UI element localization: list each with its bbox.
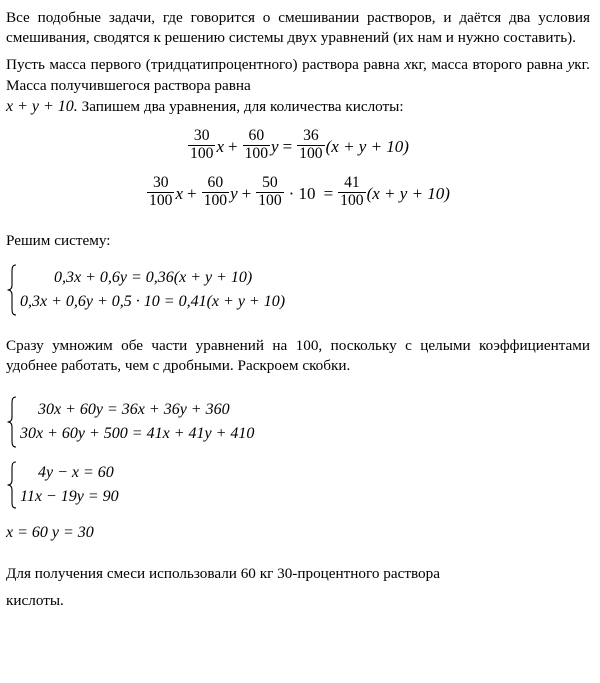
equation-2-plus-1: +	[187, 183, 197, 203]
system-1-equations	[20, 264, 285, 316]
spacer	[6, 584, 590, 591]
system-of-equations-3	[6, 461, 590, 509]
equation-2-plus-2: +	[241, 183, 252, 203]
spacer	[6, 509, 590, 522]
fraction-36-100	[297, 128, 324, 162]
spacer	[6, 251, 590, 264]
equation-2-y: y	[230, 183, 238, 203]
fraction-numerator: 30	[152, 174, 169, 192]
setup-line3-rest: Запишем два уравнения, для количества кислоты:	[77, 97, 404, 115]
equation-1-x: x	[216, 136, 224, 156]
system-2-line-2: 30x + 60y + 500 = 41x + 41y + 410	[20, 425, 255, 443]
fraction-numerator: 41	[344, 174, 360, 192]
system-1-line-1: 0,3x + 0,6y = 0,36(x + y + 10)	[54, 269, 253, 287]
equation-2	[6, 174, 590, 211]
setup-text-part2: кг, масса второго равна	[411, 56, 568, 74]
system-2-line-1: 30x + 60y = 36x + 36y + 360	[38, 401, 230, 419]
mass-expression: x + y + 10.	[6, 97, 78, 115]
equation-1	[6, 127, 590, 164]
equation-1-y: y	[271, 136, 279, 156]
fraction-denominator: 100	[299, 144, 323, 162]
fraction-numerator: 30	[193, 127, 210, 145]
spacer	[6, 164, 590, 177]
fraction-numerator: 36	[303, 127, 319, 145]
system-3-line-1: 4y − x = 60	[38, 464, 114, 482]
fraction-30-100	[188, 128, 215, 162]
system-2-equations	[20, 396, 254, 448]
fraction-denominator: 100	[340, 191, 364, 209]
setup-text-part3: кг. Масса получившегося раствора равна	[6, 56, 590, 94]
equation-2-multiplier: · 10	[288, 183, 316, 203]
equation-2-equals: =	[323, 183, 334, 203]
fraction-30-100	[147, 175, 174, 209]
system-of-equations-1	[6, 264, 590, 316]
brace-icon	[6, 396, 18, 448]
fraction-denominator: 100	[203, 191, 228, 209]
system-of-equations-2	[6, 396, 590, 448]
fraction-numerator: 60	[207, 174, 224, 192]
paragraph-conclusion: Для получения смеси использовали 60 кг 30-процентного раствора	[6, 564, 440, 582]
fraction-denominator: 100	[258, 191, 282, 209]
variable-x: x	[404, 56, 412, 74]
spacer	[6, 544, 590, 564]
equation-1-equals: =	[282, 136, 293, 156]
fraction-denominator: 100	[149, 191, 173, 209]
system-1-line-2: 0,3x + 0,6y + 0,5 · 10 = 0,41(x + y + 10)	[20, 293, 286, 311]
equation-1-rhs: (x + y + 10)	[325, 136, 409, 156]
fraction-denominator: 100	[190, 144, 214, 162]
setup-text-part1: Пусть масса первого (тридцатипроцентного) раствора равна	[6, 56, 405, 74]
fraction-numerator: 60	[248, 127, 265, 145]
equation-2-rhs: (x + y + 10)	[366, 183, 450, 203]
brace-icon	[6, 461, 18, 509]
spacer	[6, 316, 590, 336]
fraction-60-100	[202, 175, 229, 209]
brace-icon	[6, 264, 18, 316]
paragraph-solve-system: Решим систему:	[6, 231, 111, 249]
spacer	[6, 211, 590, 231]
equation-2-x: x	[175, 183, 184, 203]
equation-1-plus: +	[228, 136, 238, 156]
spacer	[6, 448, 590, 461]
fraction-60-100	[243, 128, 270, 162]
paragraph-setup	[6, 55, 590, 95]
fraction-50-100	[256, 175, 283, 209]
paragraph-multiply-by-100: Сразу умножим обе части уравнений на 100, поскольку с целыми коэффициентами удобнее работать, чем с дробными. Раскроем скобки.	[6, 337, 590, 375]
solution-values: x = 60 y = 30	[6, 524, 94, 542]
spacer	[6, 376, 590, 396]
fraction-41-100	[338, 175, 365, 209]
paragraph-setup-line3	[6, 96, 590, 117]
system-3-line-2: 11x − 19y = 90	[20, 488, 119, 506]
fraction-denominator: 100	[244, 144, 269, 162]
variable-y: y	[567, 56, 575, 74]
system-3-equations	[20, 461, 119, 509]
spacer	[6, 48, 590, 55]
fraction-numerator: 50	[262, 174, 278, 192]
paragraph-conclusion-end: кислоты.	[6, 591, 64, 609]
paragraph-intro: Все подобные задачи, где говорится о смешивании растворов, и даётся два условия смешивания, сводятся к решению системы двух уравнений (их нам и нужно составить).	[6, 9, 590, 47]
